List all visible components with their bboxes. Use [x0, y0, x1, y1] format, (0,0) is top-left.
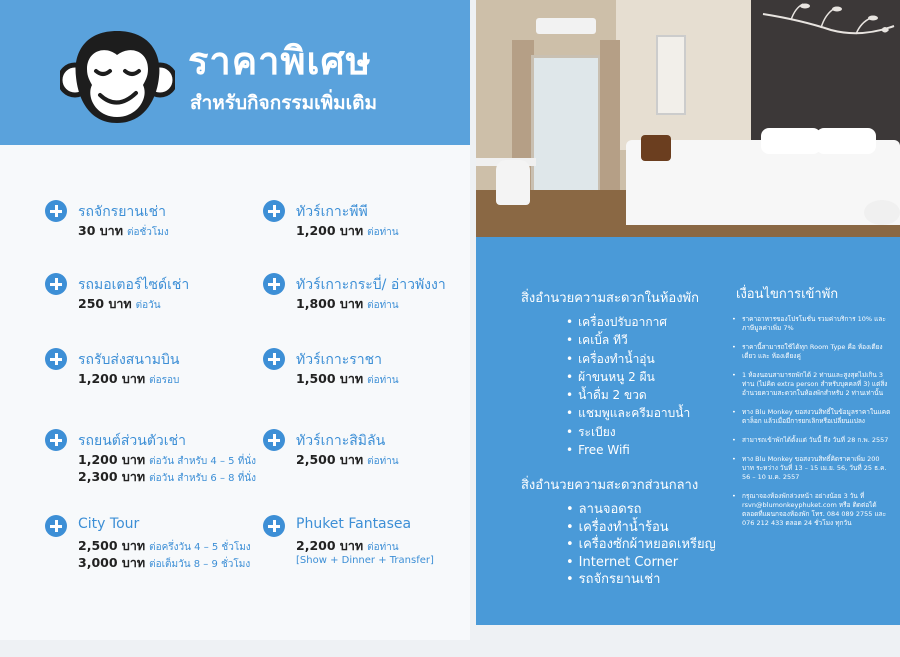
list-item: • ระเบียง	[566, 423, 690, 441]
price-line: 1,200 บาท ต่อท่าน	[296, 223, 399, 238]
plus-icon	[263, 515, 285, 537]
wall-branch-decoration-icon	[761, 0, 896, 60]
price-line: 30 บาท ต่อชั่วโมง	[78, 223, 169, 238]
tour-title: ทัวร์เกาะราชา	[296, 352, 382, 368]
list-item: • ลานจอดรถ	[566, 501, 716, 519]
conditions-list	[732, 315, 892, 538]
price-line: 1,200 บาท ต่อวัน สำหรับ 4 – 5 ที่นั่ง	[78, 452, 257, 467]
page-title: ราคาพิเศษ	[188, 39, 372, 83]
list-item: • ผ้าขนหนู 2 ผืน	[566, 368, 690, 386]
list-item: • เครื่องปรับอากาศ	[566, 313, 690, 331]
common-amenities-heading: สิ่งอำนวยความสะดวกส่วนกลาง	[521, 478, 699, 493]
list-item: • ทาง Blu Monkey ขอสงวนสิทธิ์ในข้อมูลราคาในแคตตาล็อก แล้วเมื่อมีการยกเลิกหรือเปลี่ยนแปลง	[732, 408, 892, 426]
common-amenities-list	[566, 501, 716, 589]
price-line: 1,200 บาท ต่อรอบ	[78, 371, 180, 386]
conditions-heading: เงื่อนไขการเข้าพัก	[736, 287, 839, 302]
monkey-logo-icon	[60, 25, 175, 130]
plus-icon	[263, 200, 285, 222]
list-item: • 1 ห้องนอนสามารถพักได้ 2 ท่านและสูงสุดไม่เกิน 3 ท่าน (ไม่คิด extra person สำหรับบุคคลที่ 3) แต่สิ่งอำนวยความสะดวกในห้องพักสำหรับ 2 ท่านเท่านั้น	[732, 371, 892, 398]
price-line: 2,200 บาท ต่อท่าน	[296, 538, 399, 553]
tour-title: ทัวร์เกาะพีพี	[296, 204, 368, 220]
price-line: 3,000 บาท ต่อเต็มวัน 8 – 9 ชั่วโมง	[78, 555, 251, 570]
plus-icon	[45, 348, 67, 370]
tour-title: ทัวร์เกาะกระบี่/ อ่าวพังงา	[296, 277, 446, 293]
header-band	[0, 0, 470, 145]
list-item: • Internet Corner	[566, 554, 716, 572]
plus-icon	[263, 273, 285, 295]
list-item: • น้ำดื่ม 2 ขวด	[566, 386, 690, 404]
page-subtitle: สำหรับกิจกรรมเพิ่มเติม	[190, 92, 378, 114]
price-line: 2,300 บาท ต่อวัน สำหรับ 6 – 8 ที่นั่ง	[78, 469, 257, 484]
service-title: รถรับส่งสนามบิน	[78, 352, 180, 368]
room-amenities-heading: สิ่งอำนวยความสะดวกในห้องพัก	[521, 291, 699, 306]
list-item: • เครื่องซักผ้าหยอดเหรียญ	[566, 536, 716, 554]
price-line: 2,500 บาท ต่อครึ่งวัน 4 – 5 ชั่วโมง	[78, 538, 251, 553]
room-amenities-list	[566, 313, 690, 459]
list-item: • Free Wifi	[566, 441, 690, 459]
service-title: City Tour	[78, 516, 140, 532]
price-line: 1,800 บาท ต่อท่าน	[296, 296, 399, 311]
plus-icon	[45, 200, 67, 222]
list-item: • เครื่องทำน้ำร้อน	[566, 519, 716, 537]
plus-icon	[45, 273, 67, 295]
service-title: รถมอเตอร์ไซด์เช่า	[78, 277, 190, 293]
tour-title: ทัวร์เกาะสิมิลัน	[296, 433, 386, 449]
list-item: • ราคาอาหารของโปรโมชั่น รวมค่าบริการ 10% และภาษีมูลค่าเพิ่ม 7%	[732, 315, 892, 333]
tour-note: [Show + Dinner + Transfer]	[296, 555, 434, 566]
list-item: • ทาง Blu Monkey ขอสงวนสิทธิ์คิดราคาเพิ่ม 200 บาท ระหว่าง วันที่ 13 – 15 เม.ย. 56, วันที่ 25 ธ.ค. 56 – 10 ม.ค. 2557	[732, 455, 892, 482]
list-item: • ราคานี้สามารถใช้ได้ทุก Room Type คือ ห้องเตียงเดี่ยว และ ห้องเตียงคู่	[732, 343, 892, 361]
list-item: • เครื่องทำน้ำอุ่น	[566, 350, 690, 368]
plus-icon	[45, 515, 67, 537]
list-item: • กรุณาจองห้องพักล่วงหน้า อย่างน้อย 3 วัน ที่ rsvn@blumonkeyphuket.com หรือ ติดต่อได้ตลอดที่แผนกจองห้องพัก โทร. 084 089 2755 และ 076 212 433 ตลอด 24 ชั่วโมง ทุกวัน	[732, 492, 892, 528]
list-item: • สามารถเข้าพักได้ตั้งแต่ วันนี้ ถึง วันที่ 28 ก.พ. 2557	[732, 436, 892, 445]
tour-title: Phuket Fantasea	[296, 516, 412, 532]
list-item: • เคเบิ้ล ทีวี	[566, 331, 690, 349]
price-line: 250 บาท ต่อวัน	[78, 296, 161, 311]
price-line: 1,500 บาท ต่อท่าน	[296, 371, 399, 386]
plus-icon	[263, 348, 285, 370]
right-page	[476, 0, 900, 625]
service-title: รถจักรยานเช่า	[78, 204, 166, 220]
room-photo	[476, 0, 900, 237]
service-title: รถยนต์ส่วนตัวเช่า	[78, 433, 186, 449]
plus-icon	[263, 429, 285, 451]
plus-icon	[45, 429, 67, 451]
price-line: 2,500 บาท ต่อท่าน	[296, 452, 399, 467]
list-item: • แชมพูและครีมอาบน้ำ	[566, 404, 690, 422]
list-item: • รถจักรยานเช่า	[566, 571, 716, 589]
